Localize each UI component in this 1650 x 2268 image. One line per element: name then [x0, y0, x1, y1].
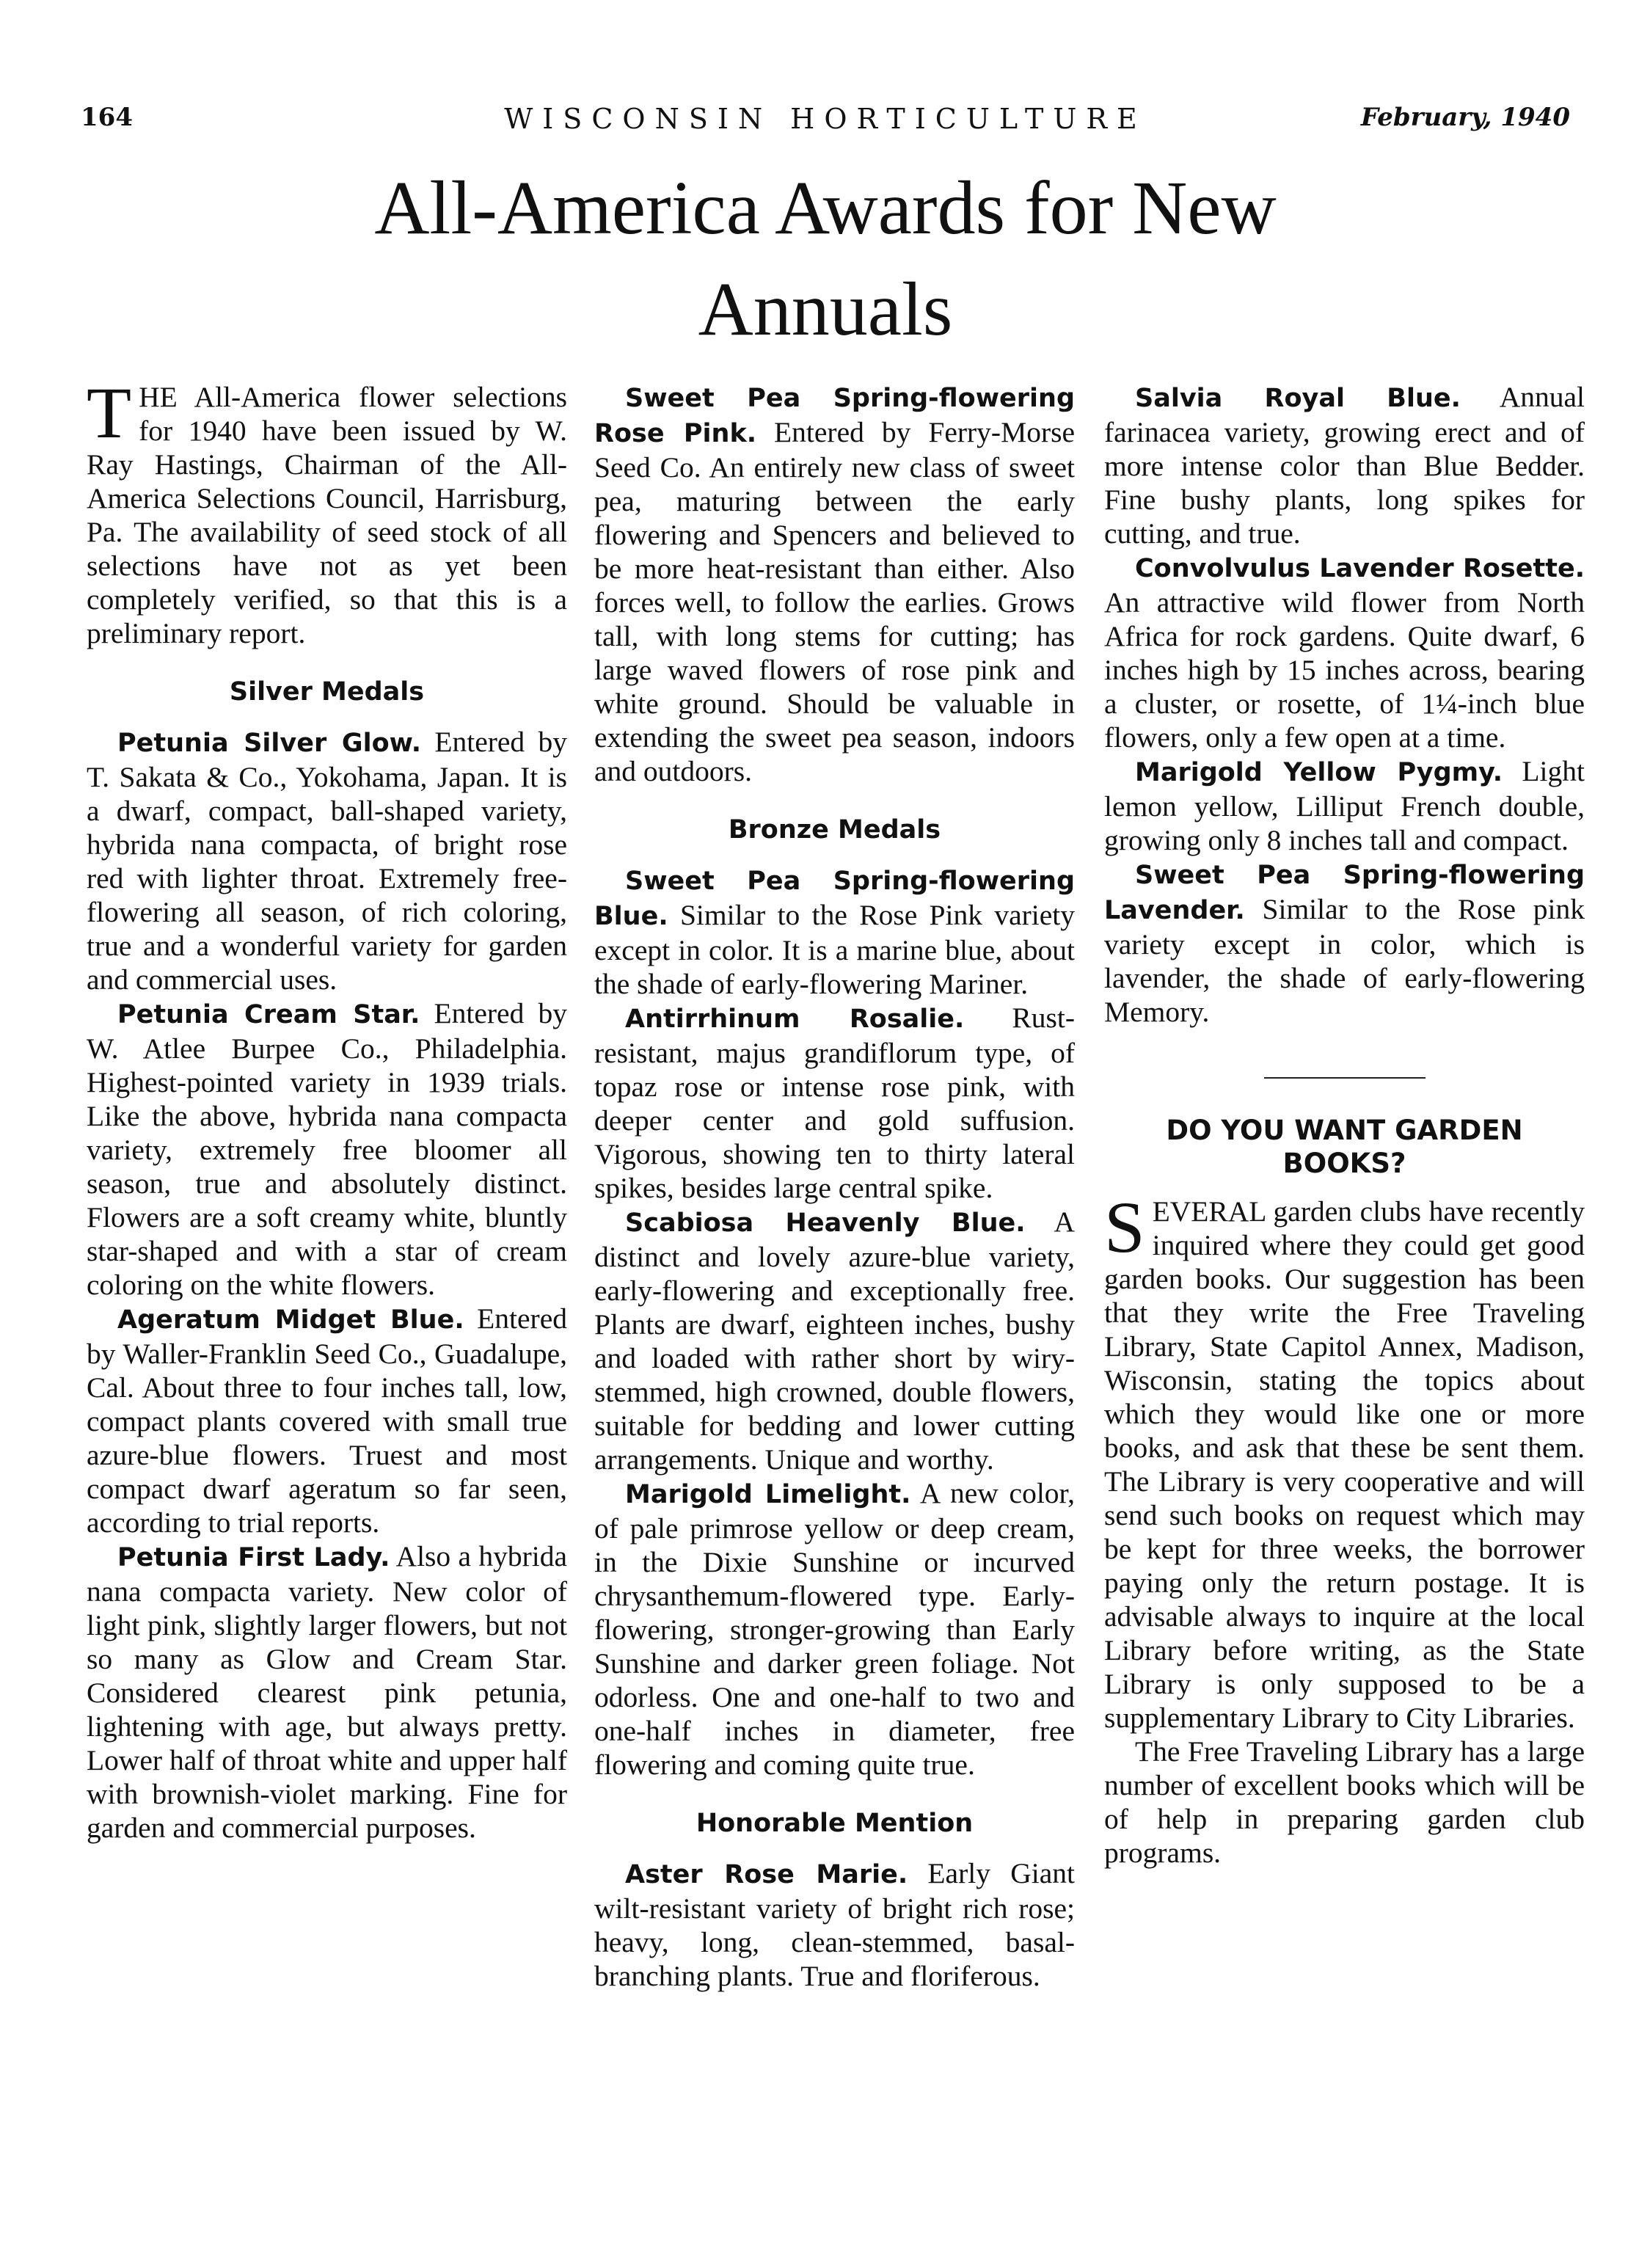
entry-name: Petunia First Lady. [117, 1543, 390, 1572]
sidebar-text-1: EVERAL garden clubs have recently inquired where they could get good garden books. Our suggestion has been that they write the Free Traveling Library, State Capitol Annex, Madison, Wisconsin, stating the topics about which they would like one or more books, and ask that these be sent them. The Library is very cooperative and will send such books on request which may be kept for three weeks, the borrower paying only the return postage. It is advisable always to inquire at the local Library before writing, as the State Library is only supposed to be a supplementary Library to City Libraries. [1104, 1195, 1585, 1734]
issue-date: February, 1940 [1360, 103, 1570, 132]
title-line-2: Annuals [698, 267, 953, 351]
entry-salvia-royal-blue [1104, 380, 1585, 550]
entry-sweet-pea-blue [594, 863, 1075, 1001]
entry-marigold-yellow-pygmy [1104, 754, 1585, 857]
entry-text: Entered by Ferry-Morse Seed Co. An entirely new class of sweet pea, maturing between the early flowering and Spencers and believed to be more heat-resistant than either. Also forces well, to follow the earlies. Grows tall, with long stems for cutting; has large waved flowers of rose pink and white ground. Should be valuable in extending the sweet pea season, indoors and outdoors. [594, 416, 1076, 787]
entry-sweet-pea-rose-pink [594, 380, 1075, 788]
entry-name: Petunia Silver Glow. [117, 729, 422, 758]
section-heading-honorable: Honorable Mention [696, 1809, 974, 1838]
entry-text: Rust-resistant, majus grandiflorum type, of topaz rose or intense rose pink, with deeper center and gold suffusion. Vigorous, showing ten to thirty lateral spikes, besides large central spike. [594, 1002, 1075, 1204]
section-heading-bronze: Bronze Medals [728, 815, 941, 845]
article-title [81, 158, 1570, 360]
entry-text: An attractive wild flower from North Africa for rock gardens. Quite dwarf, 6 inches high by 15 inches across, bearing a cluster, or rosette, of 1¼-inch blue flowers, only a few open at a time. [1104, 586, 1585, 754]
entry-name: Scabiosa Heavenly Blue. [625, 1208, 1026, 1238]
entry-aster-rose-marie [594, 1856, 1075, 1993]
entry-petunia-cream-star [87, 996, 567, 1302]
column-1 [87, 372, 567, 1845]
entry-text: Similar to the Rose Pink variety except in color. It is a marine blue, about the shade of early-flowering Mariner. [594, 899, 1075, 1000]
intro-paragraph [87, 372, 567, 650]
entry-sweet-pea-lavender [1104, 857, 1585, 1029]
title-line-1: All-America Awards for New [374, 166, 1277, 250]
section-heading-silver: Silver Medals [229, 677, 425, 707]
entry-text: A new color, of pale primrose yellow or deep cream, in the Dixie Sunshine or incurved chrysanthemum-flowered type. Early-flowering, stronger-growing than Early Sunshine and darker green foliage. Not odorless. One and one-half to two and one-half inches in diameter, free flowering and coming quite true. [594, 1477, 1075, 1781]
entry-name: Salvia Royal Blue. [1135, 384, 1461, 413]
sidebar-heading: DO YOU WANT GARDEN BOOKS? [1166, 1115, 1523, 1179]
entry-name: Marigold Limelight. [625, 1480, 911, 1509]
entry-text: A distinct and lovely azure-blue variety, early-flowering and exceptionally free. Plants are dwarf, eighteen inches, bushy and loaded with rather short by wiry-stemmed, high crowned, double flowers, suitable for bedding and lower cutting arrangements. Unique and worthy. [594, 1206, 1075, 1476]
entry-ageratum-midget-blue [87, 1302, 567, 1539]
intro-drop-cap: T [87, 372, 132, 453]
entry-name: Marigold Yellow Pygmy. [1135, 758, 1503, 787]
entry-marigold-limelight [594, 1476, 1075, 1782]
entry-petunia-first-lady [87, 1539, 567, 1845]
entry-name: Sweet Pea Spring-flowering Lavender. [1104, 861, 1585, 925]
entry-name: Ageratum Midget Blue. [117, 1305, 464, 1335]
page-number: 164 [81, 103, 133, 132]
entry-convolvulus-lavender-rosette [1104, 550, 1585, 754]
entry-scabiosa-heavenly-blue [594, 1205, 1075, 1476]
entry-text: Early Giant wilt-resistant variety of bright rich rose; heavy, long, clean-stemmed, basal-branching plants. True and floriferous. [594, 1857, 1075, 1992]
entry-antirrhinum-rosalie [594, 1001, 1075, 1205]
divider-rule [1264, 1077, 1426, 1079]
column-2 [594, 380, 1075, 1993]
running-head [81, 103, 1570, 147]
entry-text: Light lemon yellow, Lilliput French double, growing only 8 inches tall and compact. [1104, 755, 1585, 856]
sidebar-paragraph-2: The Free Traveling Library has a large number of excellent books which will be of help in preparing garden club programs. [1104, 1735, 1585, 1869]
entry-text: Entered by T. Sakata & Co., Yokohama, Japan. It is a dwarf, compact, ball-shaped variety, hybrida nana compacta, of bright rose red with lighter throat. Extremely free-flowering all season, of rich coloring, true and a wonderful variety for garden and commercial uses. [87, 726, 567, 996]
entry-name: Aster Rose Marie. [625, 1860, 908, 1889]
sidebar-paragraph-1 [1104, 1186, 1585, 1735]
entry-name: Convolvulus Lavender Rosette. [1135, 554, 1585, 583]
entry-name: Sweet Pea Spring-flowering Blue. [594, 867, 1075, 931]
entry-text: Entered by W. Atlee Burpee Co., Philadelphia. Highest-pointed variety in 1939 trials. Like the above, hybrida nana compacta variety, extremely free bloomer all season, true and absolutely distinct. Flowers are a soft creamy white, bluntly star-shaped and with a star of cream coloring on the white flowers. [87, 997, 567, 1301]
entry-text: Entered by Waller-Franklin Seed Co., Guadalupe, Cal. About three to four inches tall, low, compact plants covered with small true azure-blue flowers. Truest and most compact dwarf ageratum so far seen, according to trial reports. [87, 1302, 567, 1539]
entry-petunia-silver-glow [87, 725, 567, 996]
entry-text: Similar to the Rose pink variety except in color, which is lavender, the shade of early-flowering Memory. [1104, 893, 1585, 1028]
entry-text: Annual farinacea variety, growing erect and of more intense color than Blue Bedder. Fine bushy plants, long spikes for cutting, and true. [1104, 381, 1585, 550]
entry-name: Antirrhinum Rosalie. [625, 1004, 965, 1034]
column-3 [1104, 380, 1585, 1870]
sidebar-drop-cap: S [1104, 1186, 1145, 1268]
journal-title: WISCONSIN HORTICULTURE [504, 103, 1147, 135]
entry-name: Petunia Cream Star. [117, 1000, 420, 1029]
intro-text: HE All-America flower selections for 1940 have been issued by W. Ray Hastings, Chairman of the All-America Selections Council, Harrisburg, Pa. The availability of seed stock of all selections have not as yet been completely verified, so that this is a preliminary report. [87, 381, 567, 649]
entry-text: Also a hybrida nana compacta variety. New color of light pink, slightly larger flowers, but not so many as Glow and Cream Star. Considered clearest pink petunia, lightening with age, but always pretty. Lower half of throat white and upper half with brownish-violet marking. Fine for garden and commercial purposes. [87, 1540, 567, 1844]
entry-name: Sweet Pea Spring-flowering Rose Pink. [594, 384, 1075, 448]
